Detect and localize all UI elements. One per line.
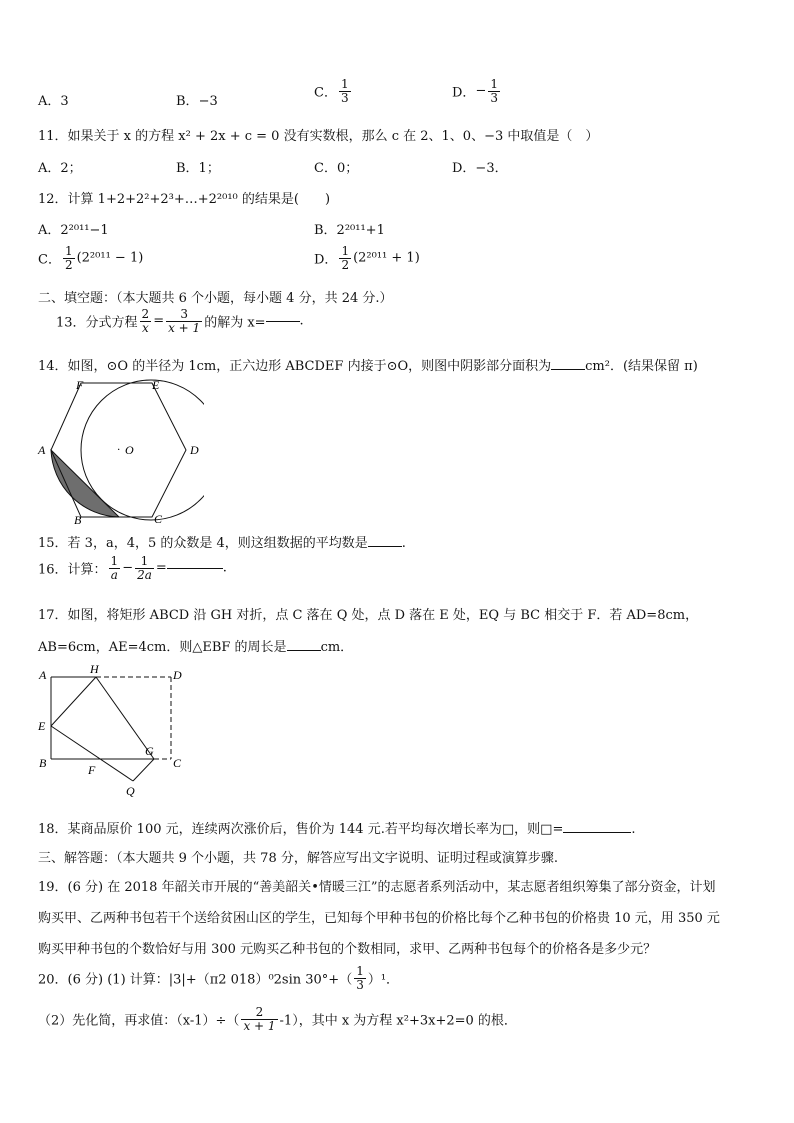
- label-D: D: [190, 443, 199, 457]
- label-Q: Q: [126, 784, 135, 798]
- q16: 16．计算： $\frac{1}{a}$ − $\frac{1}{2a}$ = .: [38, 554, 227, 582]
- q19-line3: 购买甲种书包的个数恰好与用 300 元购买乙种书包的个数相同，求甲、乙两种书包每个的价格各是多少元？: [38, 942, 657, 957]
- q14: 14．如图，⊙O 的半径为 1cm，正六边形 ABCDEF 内接于⊙O，则图中阴影部分面积为 cm²．(结果保留 π): [38, 359, 698, 374]
- q20-part1: 20．(6 分) (1) 计算：|3|+（π2 018）⁰2sin 30°+（ $\frac{1}{3}$ ）¹．: [38, 964, 400, 992]
- q17-line2: AB=6cm，AE=4cm．则△EBF 的周长是 cm．: [38, 640, 354, 655]
- q11-option-d: D．−3．: [452, 161, 508, 176]
- q15-answer-blank: [368, 546, 402, 547]
- label-C: C: [173, 756, 182, 770]
- q19-line1: 19．(6 分) 在 2018 年韶关市开展的“善美韶关•情暖三江”的志愿者系列活动中，某志愿者组织筹集了部分资金，计划: [38, 880, 716, 895]
- label-E: E: [152, 378, 160, 392]
- label-F: F: [76, 378, 84, 392]
- q17-rectangle-figure: [34, 660, 194, 802]
- q10-option-b: B．−3: [176, 94, 218, 109]
- label-B: B: [39, 756, 47, 770]
- label-E: E: [38, 719, 46, 733]
- q17-answer-blank: [287, 650, 321, 651]
- q15: 15．若 3，a，4，5 的众数是 4，则这组数据的平均数是 .: [38, 536, 406, 551]
- q13: 13．分式方程 $\frac{2}{x}$ = $\frac{3}{x + 1}$ 的解为 x= .: [56, 307, 304, 335]
- label-B: B: [74, 513, 82, 526]
- q11-option-a: A．2；: [38, 161, 82, 176]
- section-solve-title: 三、解答题：（本大题共 9 个小题，共 78 分，解答应写出文字说明、证明过程或演算步骤.: [38, 851, 558, 866]
- q14-hexagon-figure: [34, 374, 204, 526]
- q13-answer-blank: [266, 321, 300, 322]
- label-G: G: [145, 744, 154, 758]
- q12-option-b: B．2²⁰¹¹+1: [314, 223, 385, 238]
- q16-answer-blank: [167, 568, 223, 569]
- q12-stem: 12．计算 1+2+2²+2³+…+2²⁰¹⁰ 的结果是( ): [38, 192, 331, 207]
- q18-answer-blank: [563, 832, 631, 833]
- q11-option-b: B．1；: [176, 161, 220, 176]
- q11-stem: 11．如果关于 x 的方程 x² + 2x + c = 0 没有实数根，那么 c 在 2、1、0、−3 中取值是（ ）: [38, 129, 599, 144]
- shaded-region: [51, 450, 119, 517]
- label-A: A: [38, 443, 46, 457]
- section-fill-in-title: 二、填空题：（本大题共 6 个小题，每小题 4 分，共 24 分.）: [38, 291, 393, 306]
- label-O: O: [125, 443, 134, 457]
- q12-option-c: C． $\frac{1}{2}$ (2²⁰¹¹ − 1): [38, 244, 144, 272]
- label-F: F: [88, 763, 96, 777]
- label-A: A: [39, 668, 47, 682]
- q11-option-c: C．0；: [314, 161, 359, 176]
- q12-option-d: D． $\frac{1}{2}$ (2²⁰¹¹ + 1): [314, 244, 420, 272]
- q12-option-a: A．2²⁰¹¹−1: [38, 223, 109, 238]
- q18: 18．某商品原价 100 元，连续两次涨价后，售价为 144 元.若平均每次增长率为□，则□= .: [38, 822, 636, 837]
- q10-option-c: C． $\frac{1}{3}$: [314, 77, 349, 105]
- q19-line2: 购买甲、乙两种书包若干个送给贫困山区的学生，已知每个甲种书包的价格比每个乙种书包的价格贵 10 元，用 350 元: [38, 911, 720, 926]
- label-H: H: [90, 662, 99, 676]
- label-C: C: [154, 512, 163, 526]
- q10-option-d: D．− $\frac{1}{3}$: [452, 77, 498, 105]
- q14-answer-blank: [551, 369, 585, 370]
- center-dot: ·: [117, 442, 120, 456]
- q10-option-a: A．3: [38, 94, 69, 109]
- label-D: D: [173, 668, 182, 682]
- q17-line1: 17．如图，将矩形 ABCD 沿 GH 对折，点 C 落在 Q 处，点 D 落在 E 处，EQ 与 BC 相交于 F．若 AD=8cm，: [38, 608, 699, 623]
- q20-part2: （2）先化简，再求值：（x-1）÷（ $\frac{2}{x + 1}$ -1），其中 x 为方程 x²+3x+2=0 的根．: [38, 1005, 517, 1033]
